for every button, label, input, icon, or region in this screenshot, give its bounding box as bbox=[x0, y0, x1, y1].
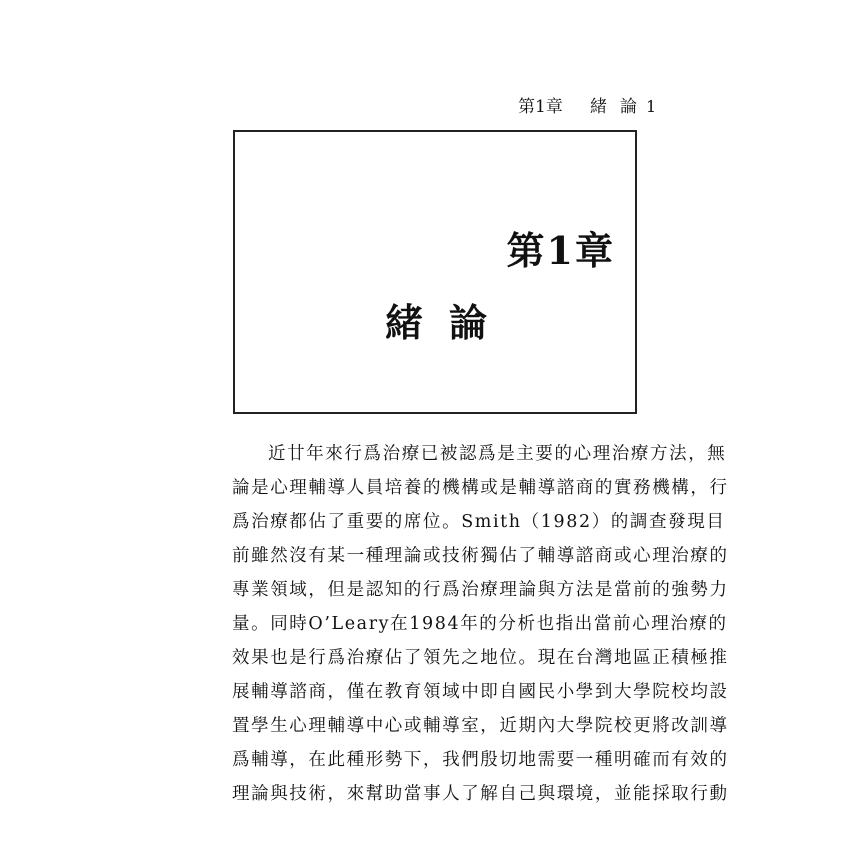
body-paragraph bbox=[232, 437, 729, 811]
body-line: 論是心理輔導人員培養的機構或是輔導諮商的實務機構，行 bbox=[232, 478, 729, 498]
body-line: 置學生心理輔導中心或輔導室，近期內大學院校更將改訓導 bbox=[232, 716, 729, 736]
body-line: 近廿年來行爲治療已被認爲是主要的心理治療方法，無 bbox=[268, 444, 727, 464]
body-line: 專業領域，但是認知的行爲治療理論與方法是當前的強勢力 bbox=[232, 580, 729, 600]
header-chapter-label: 第1章 bbox=[518, 97, 563, 117]
body-line: 量。同時O’Leary在1984年的分析也指出當前心理治療的 bbox=[232, 614, 728, 634]
header-title-char-2: 論 bbox=[620, 97, 637, 117]
body-line: 效果也是行爲治療佔了領先之地位。現在台灣地區正積極推 bbox=[232, 648, 729, 668]
page-number: 1 bbox=[646, 97, 657, 116]
body-line: 展輔導諮商，僅在教育領域中即自國民小學到大學院校均設 bbox=[232, 682, 729, 702]
body-line: 爲治療都佔了重要的席位。Smith（1982）的調查發現目 bbox=[232, 512, 726, 532]
body-line: 爲輔導，在此種形勢下，我們殷切地需要一種明確而有效的 bbox=[232, 750, 729, 770]
chapter-number: 第1章 bbox=[506, 228, 615, 273]
chapter-title: 緒論 bbox=[385, 300, 514, 345]
body-line: 理論與技術，來幫助當事人了解自己與環境，並能採取行動 bbox=[232, 784, 729, 804]
chapter-title-box bbox=[233, 130, 637, 414]
body-line: 前雖然沒有某一種理論或技術獨佔了輔導諮商或心理治療的 bbox=[232, 546, 729, 566]
running-header bbox=[518, 95, 658, 119]
header-title-char-1: 緒 bbox=[590, 97, 607, 117]
